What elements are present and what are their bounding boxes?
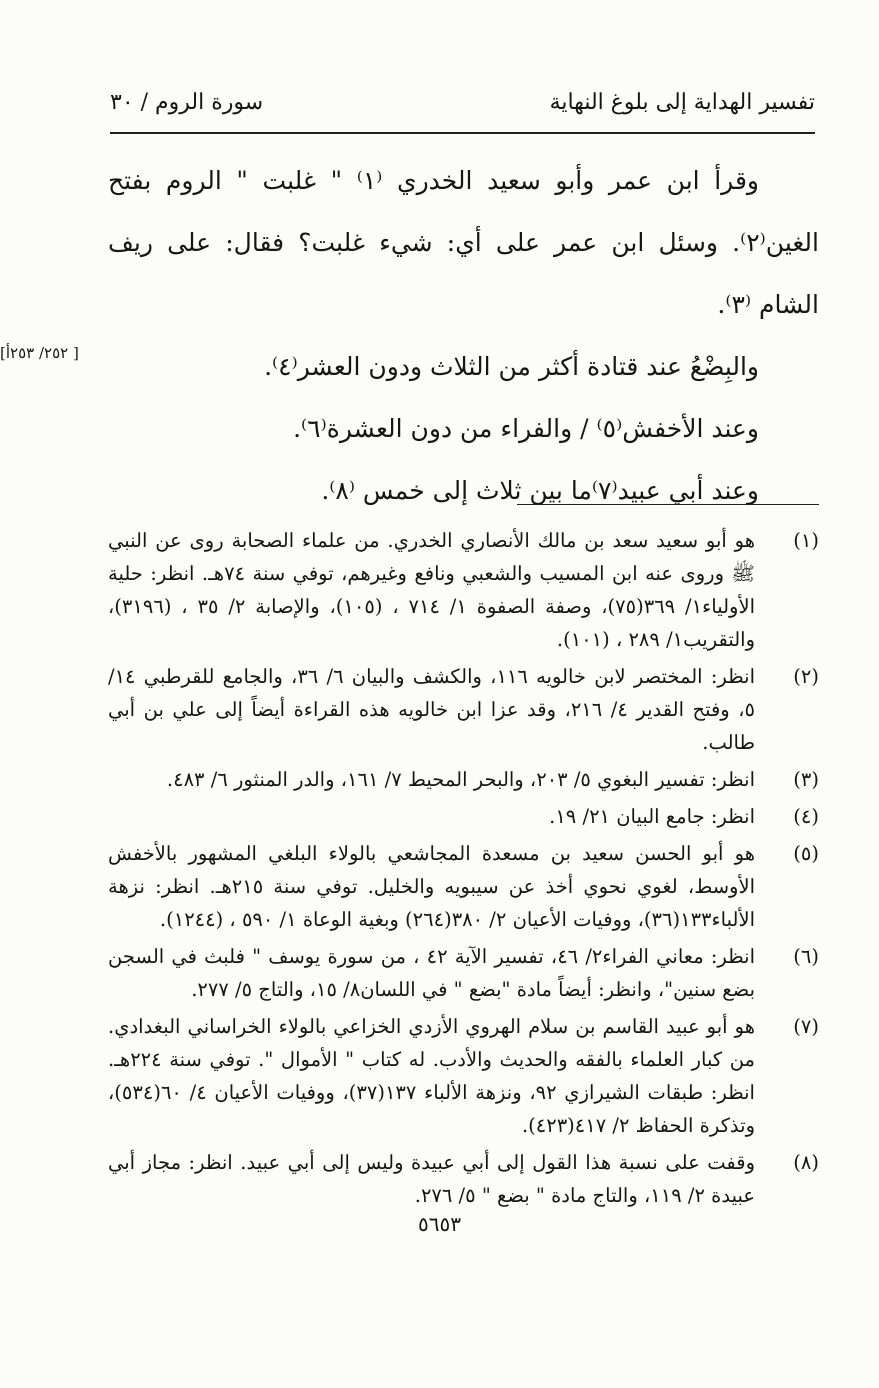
footnote-text: هو أبو سعيد سعد بن مالك الأنصاري الخدري. من علماء الصحابة روى عن النبي ﷺ وروى عنه ابن المسيب والشعبي ونافع وغيرهم، توفي سنة ٧٤هـ. انظر: حلية الأولياء١/ ٣٦٩(٧٥)، وصفة الصفوة ١/ ٧١٤ ، (١٠٥)، والإصابة ٢/ ٣٥ ، (٣١٩٦)، والتقريب١/ ٢٨٩ ، (١٠١).: [108, 529, 755, 651]
footnote-text: انظر: المختصر لابن خالويه ١١٦، والكشف والبيان ٦/ ٣٦، والجامع للقرطبي ١٤/ ٥، وفتح القدير ٤/ ٢١٦، وقد عزا ابن خالويه هذه القراءة أيضاً إلى علي بن أبي طالب.: [108, 665, 755, 754]
footnote-number: (٣): [793, 768, 819, 791]
running-header: [110, 84, 815, 124]
footnote: [108, 660, 819, 759]
footnote-number: (٦): [793, 945, 819, 968]
footnote-text: انظر: جامع البيان ٢١/ ١٩.: [549, 805, 755, 828]
manuscript-folio-note: [ ٢٥٢/ ٢٥٣أ]: [0, 344, 79, 362]
footnotes: [108, 524, 819, 1216]
footnote-number: (٥): [793, 842, 819, 865]
footnote-number: (٤): [793, 805, 819, 828]
footnote: [108, 837, 819, 936]
footnote: [108, 763, 819, 796]
main-text: [108, 150, 819, 522]
footnote: [108, 524, 819, 656]
footnote-number: (٢): [793, 665, 819, 688]
footnote: [108, 1146, 819, 1212]
footnote-text: انظر: معاني الفراء٢/ ٤٦، تفسير الآية ٤٢ ، من سورة يوسف " فلبث في السجن بضع سنين"، وانظر: أيضاً مادة "بضع " في اللسان٨/ ١٥، والتاج ٥/ ٢٧٧.: [108, 945, 755, 1001]
body-paragraph: وعند الأخفش⁽٥⁾ / والفراء من دون العشرة⁽٦⁾.: [293, 414, 759, 443]
footnote-divider: [517, 504, 819, 505]
footnote: [108, 1010, 819, 1142]
body-paragraph: والبِضْعُ عند قتادة أكثر من الثلاث ودون العشر⁽٤⁾.: [264, 352, 759, 381]
body-paragraph: وعند أبي عبيد⁽٧⁾ما بين ثلاث إلى خمس ⁽٨⁾.: [321, 476, 759, 505]
footnote-number: (٧): [793, 1015, 819, 1038]
header-divider: [110, 132, 815, 134]
footnote-text: هو أبو الحسن سعيد بن مسعدة المجاشعي بالولاء البلغي المشهور بالأخفش الأوسط، لغوي نحوي أخذ عن سيبويه والخليل. توفي سنة ٢١٥هـ. انظر: نزهة الألباء١٣٣(٣٦)، ووفيات الأعيان ٢/ ٣٨٠(٢٦٤) وبغية الوعاة ١/ ٥٩٠ ، (١٢٤٤).: [108, 842, 756, 931]
footnote-text: هو أبو عبيد القاسم بن سلام الهروي الأزدي الخزاعي بالولاء الخراساني البغدادي. من كبار العلماء بالفقه والحديث والأدب. له كتاب " الأموال ". توفي سنة ٢٢٤هـ. انظر: طبقات الشيرازي ٩٢، ونزهة الألباء ١٣٧(٣٧)، ووفيات الأعيان ٤/ ٦٠(٥٣٤)، وتذكرة الحفاظ ٢/ ٤١٧(٤٢٣).: [108, 1015, 755, 1137]
book-title: تفسير الهداية إلى بلوغ النهاية: [549, 90, 815, 115]
footnote: [108, 800, 819, 833]
page-number: ٥٦٥٣: [418, 1212, 461, 1236]
footnote-number: (١): [793, 529, 819, 552]
footnote: [108, 940, 819, 1006]
surah-label: سورة الروم / ٣٠: [110, 90, 264, 115]
footnote-text: وقفت على نسبة هذا القول إلى أبي عبيدة وليس إلى أبي عبيد. انظر: مجاز أبي عبيدة ٢/ ١١٩، والتاج مادة " بضع " ٥/ ٢٧٦.: [108, 1151, 755, 1207]
body-paragraph: وقرأ ابن عمر وأبو سعيد الخدري ⁽١⁾ " غلبت " الروم بفتح الغين⁽٢⁾. وسئل ابن عمر على أي: شيء غلبت؟ فقال: على ريف الشام ⁽٣⁾.: [108, 166, 819, 319]
footnote-text: انظر: تفسير البغوي ٥/ ٢٠٣، والبحر المحيط ٧/ ١٦١، والدر المنثور ٦/ ٤٨٣.: [166, 768, 755, 791]
footnote-number: (٨): [793, 1151, 819, 1174]
